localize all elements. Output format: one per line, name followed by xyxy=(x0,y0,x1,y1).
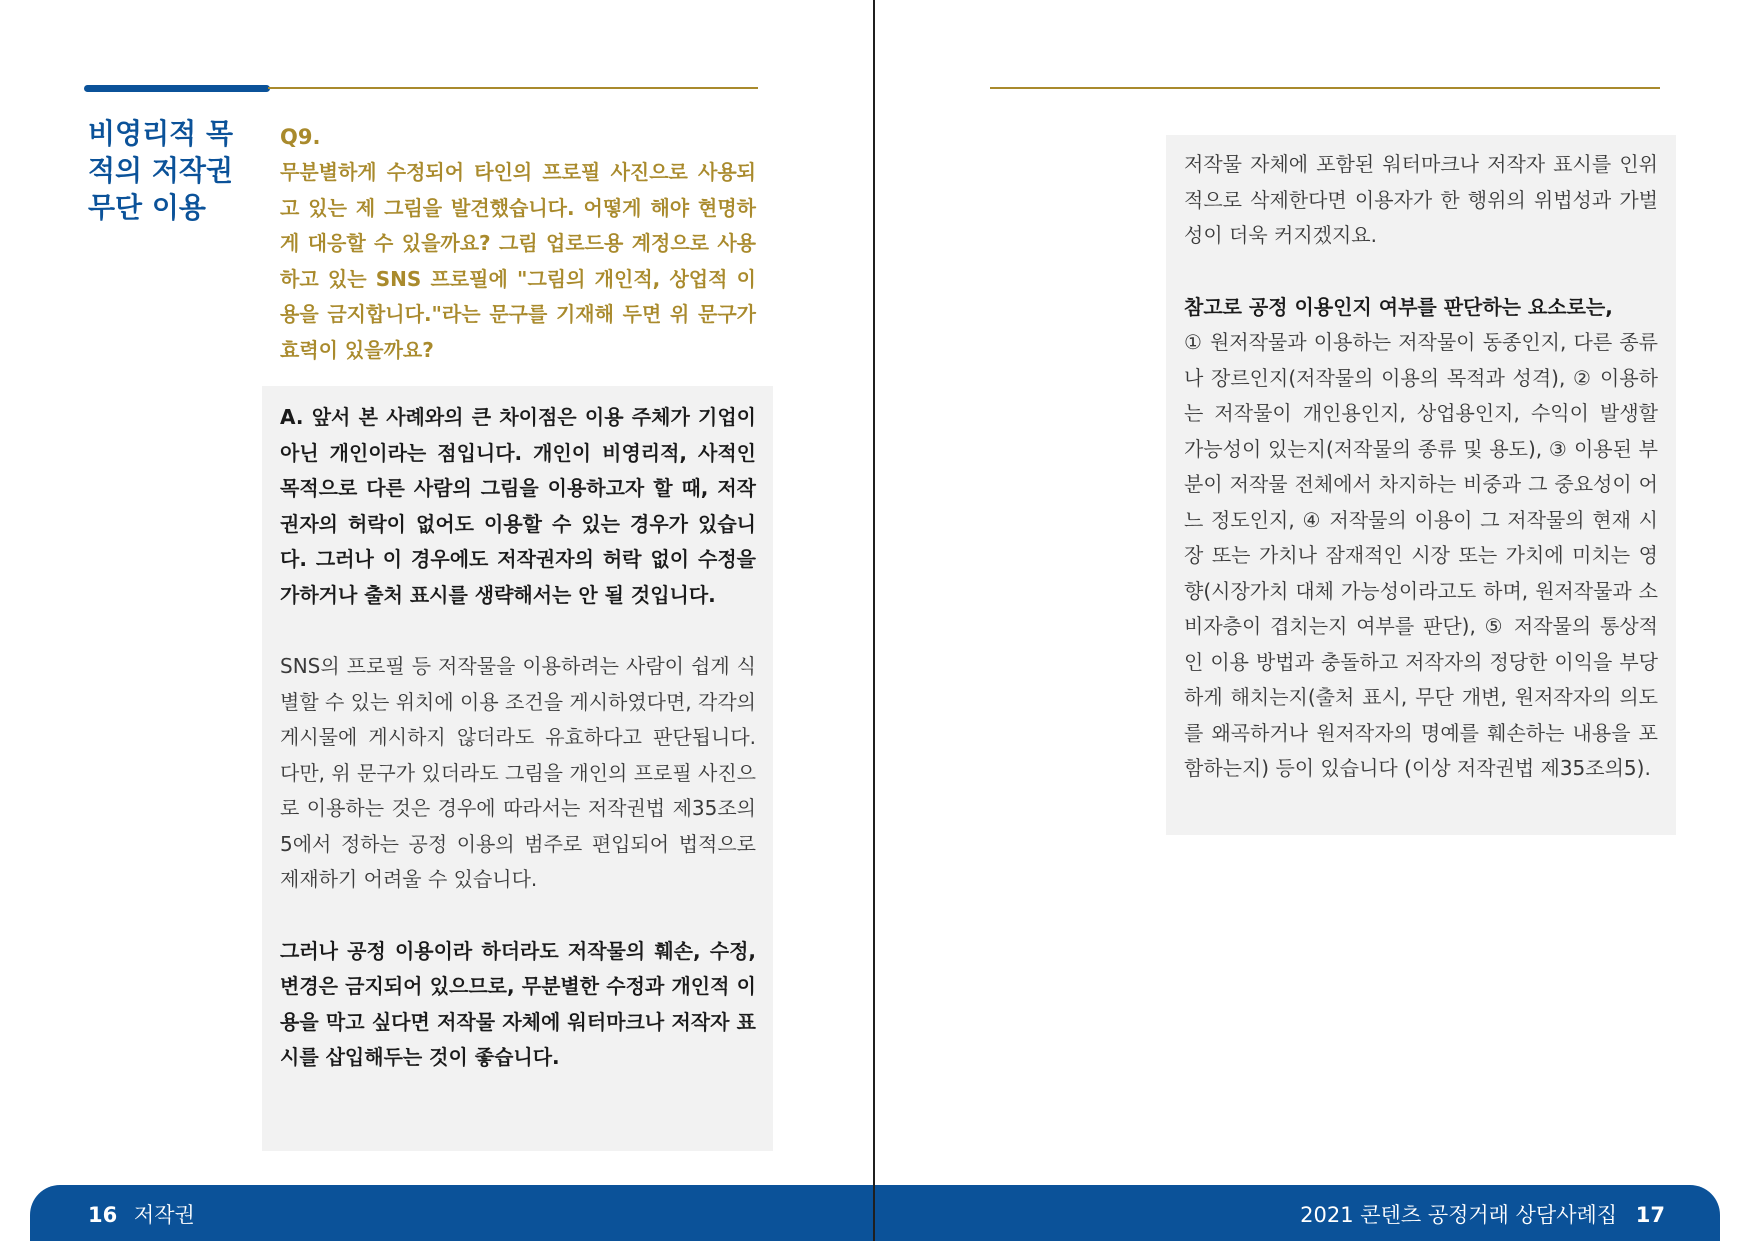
question-label: Q9. xyxy=(280,125,321,149)
answer-paragraph-1: A. 앞서 본 사례와의 큰 차이점은 이용 주체가 기업이 아닌 개인이라는 점입니다. 개인이 비영리적, 사적인 목적으로 다른 사람의 그림을 이용하고자 할 때, 저작권자의 허락이 없어도 이용할 수 있는 경우가 있습니다. 그러나 이 경우에도 저작권자의 허락 없이 수정을 가하거나 출처 표시를 생략해서는 안 될 것입니다. xyxy=(280,405,756,607)
right-paragraph-1: 저작물 자체에 포함된 워터마크나 저작자 표시를 인위적으로 삭제한다면 이용자가 한 행위의 위법성과 가벌성이 더욱 커지겠지요. xyxy=(1184,152,1658,247)
page-footer xyxy=(30,1185,1720,1241)
footer-spine xyxy=(873,1185,875,1241)
answer-box xyxy=(262,386,773,1151)
header-rule-right xyxy=(990,87,1660,89)
left-page-number: 16 xyxy=(88,1203,118,1227)
reference-heading: 참고로 공정 이용인지 여부를 판단하는 요소로는, xyxy=(1184,294,1613,319)
header-rule-left xyxy=(268,87,758,89)
answer-paragraph-2: SNS의 프로필 등 저작물을 이용하려는 사람이 쉽게 식별할 수 있는 위치에 이용 조건을 게시하였다면, 각각의 게시물에 게시하지 않더라도 유효하다고 판단됩니다. 다만, 위 문구가 있더라도 그림을 개인의 프로필 사진으로 이용하는 것은 경우에 따라서는 저작권법 제35조의5에서 정하는 공정 이용의 범주로 편입되어 법적으로 제재하기 어려울 수 있습니다. xyxy=(280,654,756,891)
answer-paragraph-3: 그러나 공정 이용이라 하더라도 저작물의 훼손, 수정, 변경은 금지되어 있으므로, 무분별한 수정과 개인적 이용을 막고 싶다면 저작물 자체에 워터마크나 저작자 표시를 삽입해두는 것이 좋습니다. xyxy=(280,938,756,1069)
book-spine xyxy=(873,0,875,1241)
left-section-label: 저작권 xyxy=(133,1203,195,1227)
right-page-number: 17 xyxy=(1635,1203,1665,1227)
right-content-box xyxy=(1166,135,1676,835)
question-text: 무분별하게 수정되어 타인의 프로필 사진으로 사용되고 있는 제 그림을 발견했습니다. 어떻게 해야 현명하게 대응할 수 있을까요? 그림 업로드용 계정으로 사용하고 있는 SNS 프로필에 "그림의 개인적, 상업적 이용을 금지합니다."라는 문구를 기재해 두면 위 문구가 효력이 있을까요? xyxy=(280,160,756,362)
header-accent-bar xyxy=(84,85,270,92)
reference-body: ① 원저작물과 이용하는 저작물이 동종인지, 다른 종류나 장르인지(저작물의 이용의 목적과 성격), ② 이용하는 저작물이 개인용인지, 상업용인지, 수익이 발생할 가능성이 있는지(저작물의 종류 및 용도), ③ 이용된 부분이 저작물 전체에서 차지하는 비중과 그 중요성이 어느 정도인지, ④ 저작물의 이용이 그 저작물의 현재 시장 또는 가치나 잠재적인 시장 또는 가치에 미치는 영향(시장가치 대체 가능성이라고도 하며, 원저작물과 소비자층이 겹치는지 여부를 판단), ⑤ 저작물의 통상적인 이용 방법과 충돌하고 저작자의 정당한 이익을 부당하게 해치는지(출처 표시, 무단 개변, 원저작자의 의도를 왜곡하거나 원저작자의 명예를 훼손하는 내용을 포함하는지) 등이 있습니다 (이상 저작권법 제35조의5). xyxy=(1184,330,1658,780)
section-title: 비영리적 목적의 저작권 무단 이용 xyxy=(88,117,233,224)
footer-left xyxy=(88,1199,195,1229)
footer-right xyxy=(1300,1199,1665,1229)
book-title: 2021 콘텐츠 공정거래 상담사례집 xyxy=(1300,1203,1618,1227)
question-block xyxy=(280,119,756,368)
